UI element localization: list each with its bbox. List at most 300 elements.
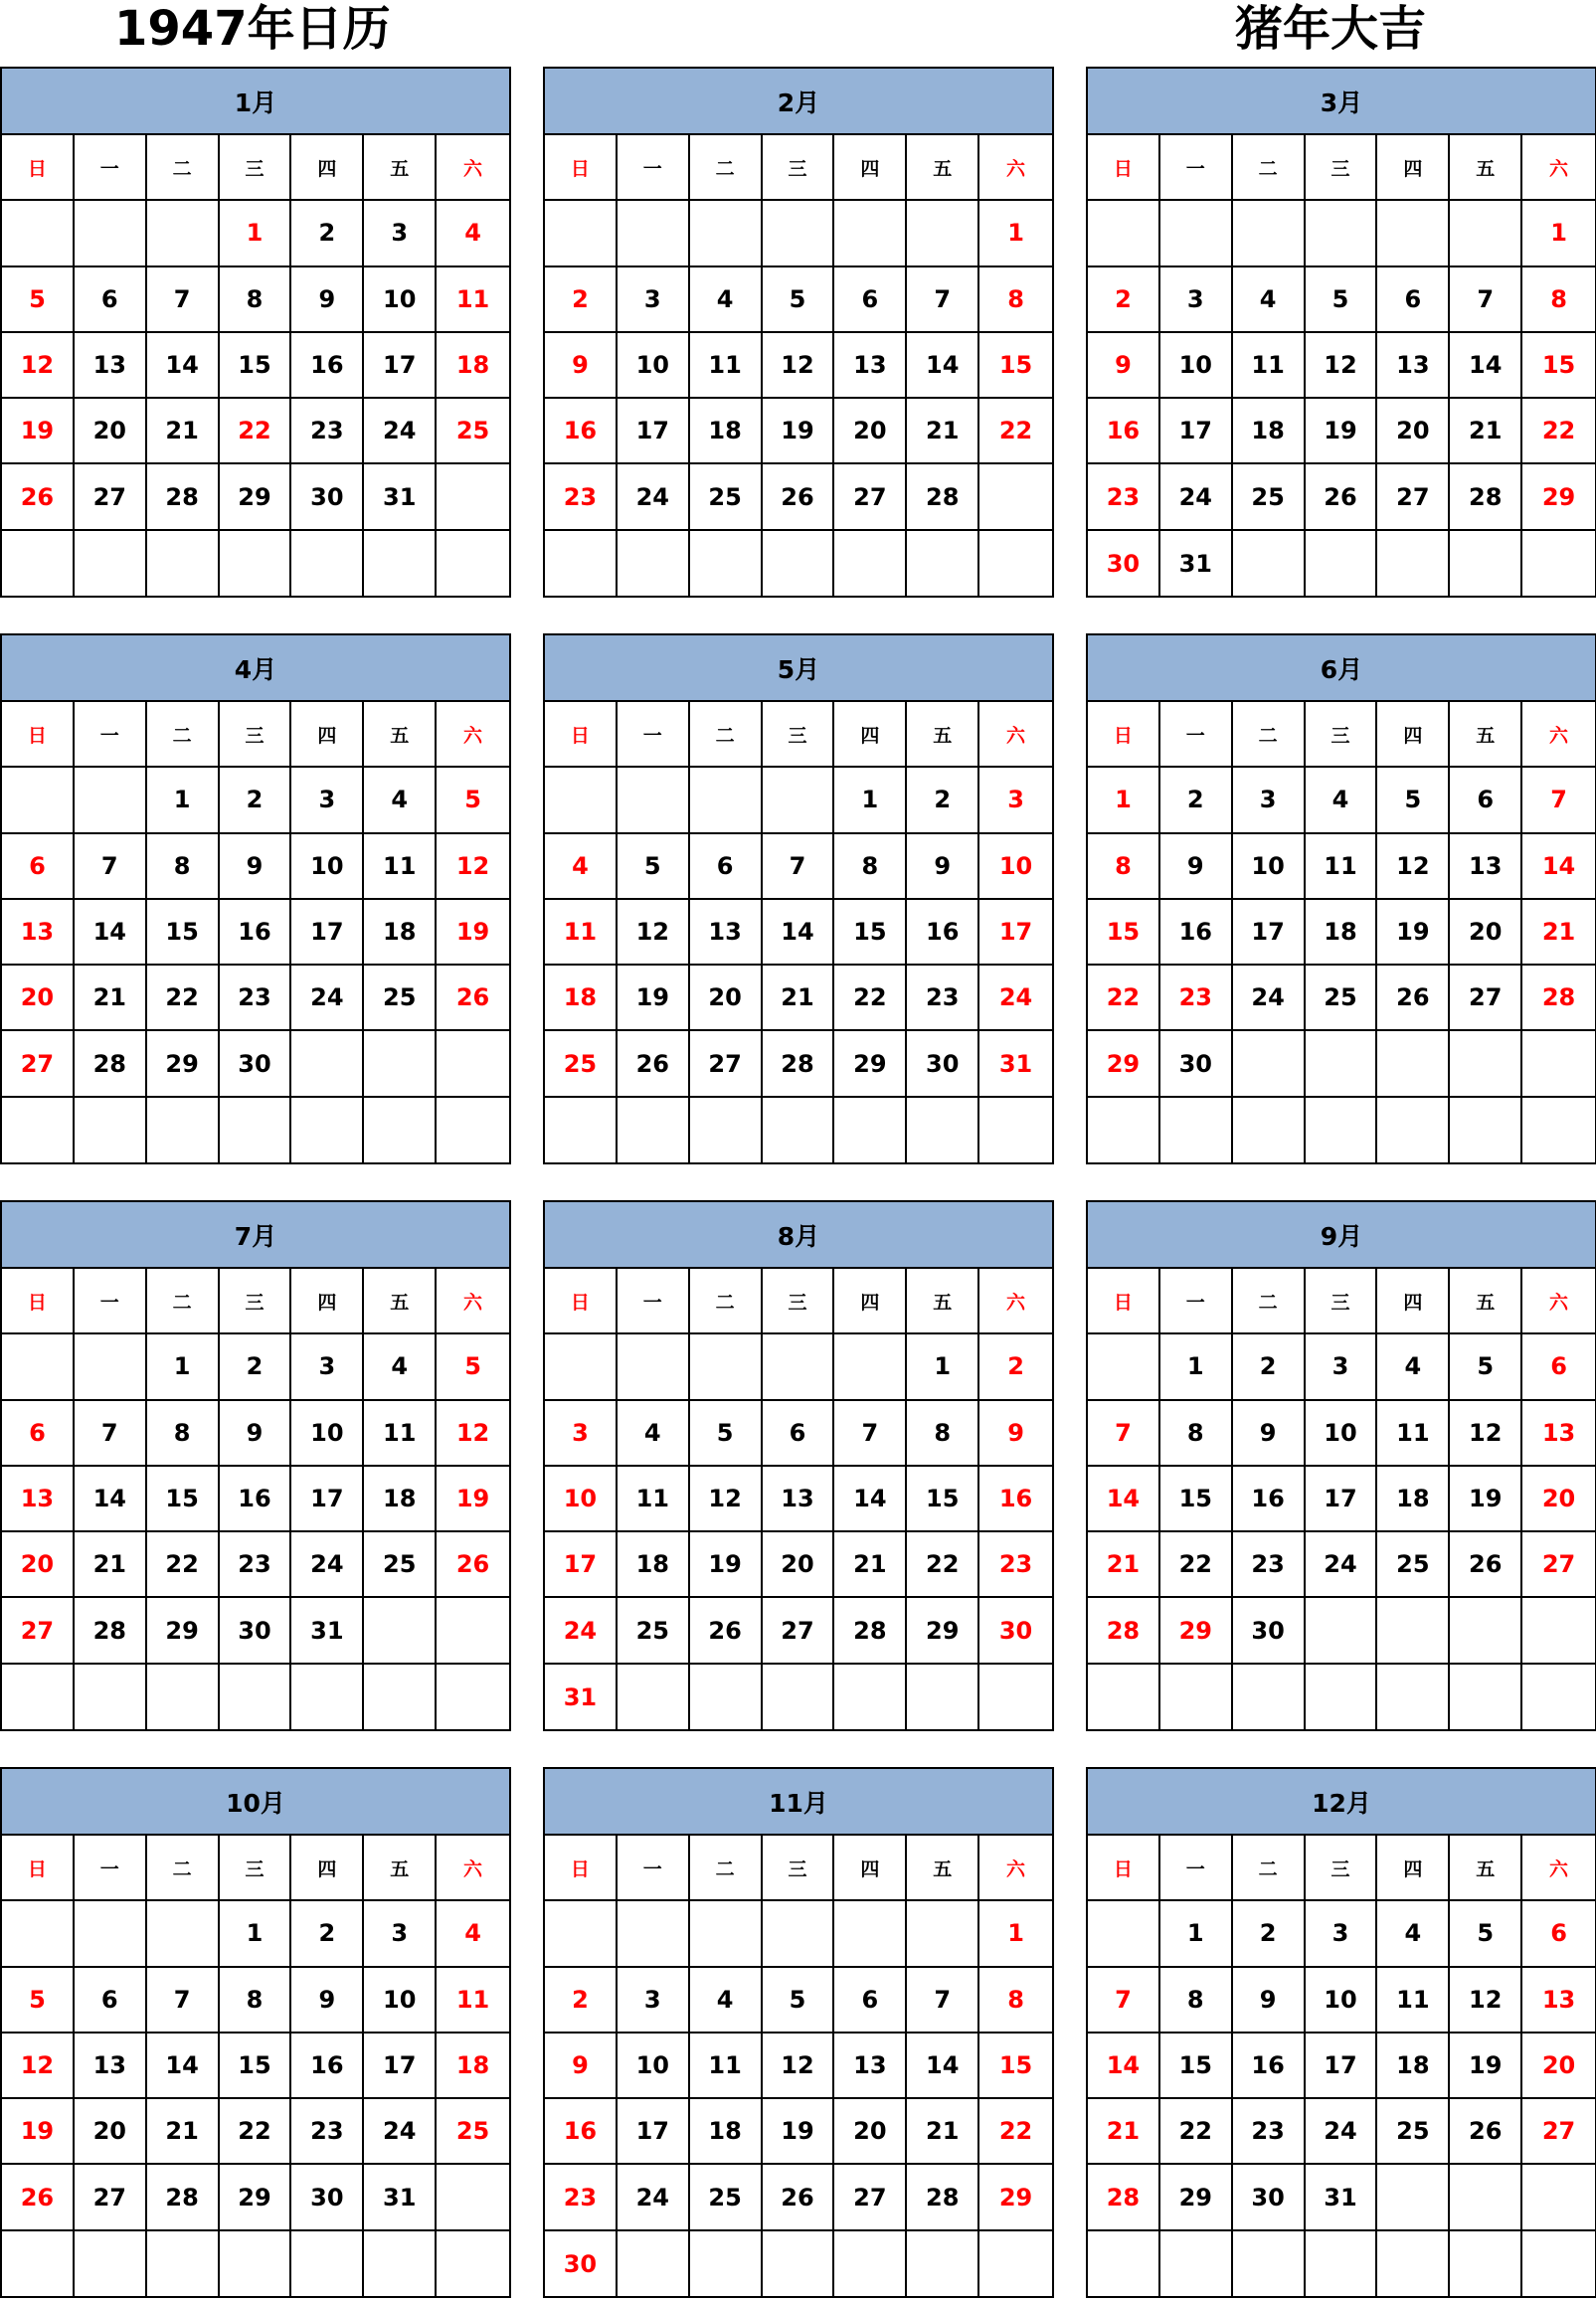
day-cell: 17 (291, 900, 364, 966)
empty-day-cell (763, 1665, 835, 1730)
empty-day-cell (1306, 2231, 1378, 2297)
day-cell: 26 (618, 1031, 690, 1097)
day-cell: 30 (1233, 1598, 1306, 1664)
empty-day-cell (364, 531, 437, 597)
day-cell: 29 (147, 1031, 220, 1097)
day-cell: 29 (834, 1031, 907, 1097)
weekday-label: 二 (147, 135, 220, 201)
day-cell: 5 (1450, 1901, 1522, 1967)
day-cell: 23 (291, 2099, 364, 2165)
day-cell: 19 (763, 2099, 835, 2165)
empty-day-cell (437, 2231, 509, 2297)
day-cell: 9 (1088, 333, 1160, 399)
day-cell: 5 (618, 834, 690, 900)
day-cell: 23 (979, 1532, 1052, 1598)
day-cell: 9 (545, 333, 618, 399)
day-cell: 21 (147, 399, 220, 464)
day-cell: 16 (291, 333, 364, 399)
empty-day-cell (1377, 1598, 1450, 1664)
day-cell: 3 (1306, 1901, 1378, 1967)
weekday-label: 二 (147, 702, 220, 768)
empty-day-cell (1233, 1031, 1306, 1097)
empty-day-cell (690, 1665, 763, 1730)
day-cell: 9 (1160, 834, 1233, 900)
day-cell: 27 (1522, 1532, 1595, 1598)
empty-day-cell (147, 1098, 220, 1163)
day-cell: 22 (1522, 399, 1595, 464)
day-cell: 30 (1088, 531, 1160, 597)
day-cell: 17 (545, 1532, 618, 1598)
day-cell: 4 (1377, 1334, 1450, 1400)
day-cell: 28 (1450, 464, 1522, 530)
day-cell: 17 (364, 333, 437, 399)
day-cell: 6 (834, 267, 907, 333)
day-cell: 20 (834, 399, 907, 464)
day-cell: 28 (75, 1598, 147, 1664)
month-block (1086, 1200, 1596, 1731)
month-block (543, 633, 1054, 1164)
day-cell: 19 (1450, 1467, 1522, 1532)
day-cell: 10 (291, 834, 364, 900)
month-header: 12月 (1088, 1769, 1595, 1836)
day-cell: 4 (690, 267, 763, 333)
weekday-label: 一 (1160, 1836, 1233, 1901)
day-cell: 25 (437, 2099, 509, 2165)
day-cell: 11 (618, 1467, 690, 1532)
weekday-label: 一 (618, 702, 690, 768)
weekday-label: 六 (979, 1836, 1052, 1901)
day-cell: 27 (763, 1598, 835, 1664)
empty-day-cell (1522, 2231, 1595, 2297)
month-header: 11月 (545, 1769, 1052, 1836)
month-block (0, 1200, 511, 1731)
day-cell: 17 (1306, 1467, 1378, 1532)
day-cell: 15 (907, 1467, 979, 1532)
empty-day-cell (979, 1098, 1052, 1163)
empty-day-cell (1088, 1665, 1160, 1730)
month-header: 2月 (545, 69, 1052, 135)
day-cell: 1 (979, 1901, 1052, 1967)
weekday-label: 四 (834, 135, 907, 201)
day-cell: 13 (690, 900, 763, 966)
day-cell: 22 (220, 2099, 292, 2165)
empty-day-cell (364, 1031, 437, 1097)
weekday-label: 三 (763, 1836, 835, 1901)
month-block (543, 67, 1054, 598)
day-cell: 27 (690, 1031, 763, 1097)
day-cell: 18 (1233, 399, 1306, 464)
day-cell: 19 (437, 900, 509, 966)
weekday-label: 一 (75, 1836, 147, 1901)
weekday-label: 一 (75, 135, 147, 201)
weekday-label: 二 (147, 1836, 220, 1901)
month-block (0, 1767, 511, 2298)
day-cell: 23 (291, 399, 364, 464)
weekday-label: 五 (364, 135, 437, 201)
day-cell: 24 (1306, 2099, 1378, 2165)
day-cell: 14 (763, 900, 835, 966)
day-cell: 20 (75, 399, 147, 464)
day-cell: 8 (979, 1968, 1052, 2034)
day-cell: 3 (545, 1401, 618, 1467)
empty-day-cell (545, 531, 618, 597)
day-cell: 12 (763, 333, 835, 399)
day-cell: 26 (437, 1532, 509, 1598)
day-cell: 26 (437, 966, 509, 1031)
day-cell: 15 (220, 2034, 292, 2099)
day-cell: 1 (147, 1334, 220, 1400)
empty-day-cell (907, 1665, 979, 1730)
day-cell: 13 (763, 1467, 835, 1532)
empty-day-cell (690, 1334, 763, 1400)
day-cell: 7 (834, 1401, 907, 1467)
day-cell: 12 (2, 333, 75, 399)
day-cell: 6 (1450, 768, 1522, 833)
weekday-label: 四 (291, 1836, 364, 1901)
day-cell: 30 (907, 1031, 979, 1097)
day-cell: 18 (1377, 2034, 1450, 2099)
empty-day-cell (1522, 1098, 1595, 1163)
day-cell: 26 (763, 2165, 835, 2230)
day-cell: 8 (834, 834, 907, 900)
weekday-label: 二 (1233, 135, 1306, 201)
empty-day-cell (545, 1098, 618, 1163)
day-cell: 19 (1306, 399, 1378, 464)
empty-day-cell (545, 1901, 618, 1967)
empty-day-cell (763, 1901, 835, 1967)
day-cell: 1 (1522, 201, 1595, 266)
weekday-label: 六 (437, 135, 509, 201)
weekday-label: 日 (545, 702, 618, 768)
empty-day-cell (1522, 1665, 1595, 1730)
day-cell: 16 (979, 1467, 1052, 1532)
day-cell: 1 (979, 201, 1052, 266)
weekday-label: 六 (1522, 1836, 1595, 1901)
day-cell: 7 (1450, 267, 1522, 333)
empty-day-cell (1233, 1665, 1306, 1730)
day-cell: 25 (545, 1031, 618, 1097)
empty-day-cell (1233, 201, 1306, 266)
weekday-label: 五 (364, 702, 437, 768)
day-cell: 4 (690, 1968, 763, 2034)
month-block (1086, 67, 1596, 598)
empty-day-cell (618, 531, 690, 597)
weekday-label: 日 (545, 1836, 618, 1901)
empty-day-cell (763, 768, 835, 833)
empty-day-cell (763, 1334, 835, 1400)
day-cell: 6 (1522, 1334, 1595, 1400)
day-cell: 9 (1233, 1968, 1306, 2034)
empty-day-cell (834, 1665, 907, 1730)
day-cell: 25 (690, 2165, 763, 2230)
day-cell: 17 (291, 1467, 364, 1532)
day-cell: 11 (690, 2034, 763, 2099)
day-cell: 3 (618, 267, 690, 333)
day-cell: 1 (834, 768, 907, 833)
day-cell: 6 (2, 834, 75, 900)
weekday-label: 日 (1088, 1836, 1160, 1901)
weekday-label: 四 (291, 1269, 364, 1334)
weekday-label: 三 (1306, 135, 1378, 201)
day-cell: 1 (147, 768, 220, 833)
day-cell: 31 (291, 1598, 364, 1664)
day-cell: 26 (2, 464, 75, 530)
day-cell: 4 (1377, 1901, 1450, 1967)
empty-day-cell (1233, 2231, 1306, 2297)
day-cell: 24 (545, 1598, 618, 1664)
empty-day-cell (437, 1665, 509, 1730)
empty-day-cell (1160, 2231, 1233, 2297)
weekday-label: 六 (437, 1836, 509, 1901)
empty-day-cell (1088, 201, 1160, 266)
empty-day-cell (1450, 1031, 1522, 1097)
empty-day-cell (979, 1665, 1052, 1730)
empty-day-cell (834, 1098, 907, 1163)
day-cell: 11 (1377, 1968, 1450, 2034)
day-cell: 17 (1160, 399, 1233, 464)
empty-day-cell (979, 464, 1052, 530)
day-cell: 21 (763, 966, 835, 1031)
weekday-label: 四 (834, 702, 907, 768)
weekday-label: 六 (437, 1269, 509, 1334)
day-cell: 31 (364, 2165, 437, 2230)
empty-day-cell (1377, 2165, 1450, 2230)
day-cell: 2 (907, 768, 979, 833)
empty-day-cell (1306, 201, 1378, 266)
day-cell: 16 (220, 1467, 292, 1532)
day-cell: 25 (437, 399, 509, 464)
weekday-label: 日 (545, 135, 618, 201)
day-cell: 30 (220, 1031, 292, 1097)
day-cell: 4 (1233, 267, 1306, 333)
empty-day-cell (75, 768, 147, 833)
day-cell: 30 (1160, 1031, 1233, 1097)
day-cell: 17 (979, 900, 1052, 966)
day-cell: 18 (618, 1532, 690, 1598)
day-cell: 14 (75, 900, 147, 966)
month-header: 8月 (545, 1202, 1052, 1269)
day-cell: 22 (220, 399, 292, 464)
month-grid (545, 135, 1052, 597)
empty-day-cell (1233, 1098, 1306, 1163)
day-cell: 15 (1160, 1467, 1233, 1532)
day-cell: 20 (690, 966, 763, 1031)
weekday-label: 三 (1306, 1836, 1378, 1901)
day-cell: 13 (1522, 1401, 1595, 1467)
empty-day-cell (291, 1098, 364, 1163)
empty-day-cell (2, 2231, 75, 2297)
day-cell: 20 (75, 2099, 147, 2165)
empty-day-cell (907, 1098, 979, 1163)
day-cell: 16 (545, 2099, 618, 2165)
day-cell: 7 (1088, 1401, 1160, 1467)
empty-day-cell (618, 1334, 690, 1400)
day-cell: 27 (2, 1598, 75, 1664)
empty-day-cell (1377, 2231, 1450, 2297)
day-cell: 8 (147, 1401, 220, 1467)
weekday-label: 日 (1088, 702, 1160, 768)
empty-day-cell (834, 1334, 907, 1400)
day-cell: 7 (147, 1968, 220, 2034)
empty-day-cell (690, 201, 763, 266)
empty-day-cell (1088, 2231, 1160, 2297)
empty-day-cell (364, 1098, 437, 1163)
empty-day-cell (763, 531, 835, 597)
day-cell: 10 (291, 1401, 364, 1467)
day-cell: 19 (2, 2099, 75, 2165)
empty-day-cell (907, 201, 979, 266)
day-cell: 1 (1160, 1901, 1233, 1967)
empty-day-cell (75, 1098, 147, 1163)
empty-day-cell (979, 531, 1052, 597)
empty-day-cell (1160, 1098, 1233, 1163)
day-cell: 29 (147, 1598, 220, 1664)
day-cell: 31 (979, 1031, 1052, 1097)
day-cell: 7 (1522, 768, 1595, 833)
day-cell: 2 (220, 768, 292, 833)
day-cell: 14 (907, 333, 979, 399)
empty-day-cell (834, 1901, 907, 1967)
weekday-label: 五 (364, 1836, 437, 1901)
weekday-label: 一 (75, 1269, 147, 1334)
day-cell: 3 (291, 768, 364, 833)
day-cell: 28 (907, 464, 979, 530)
day-cell: 9 (979, 1401, 1052, 1467)
day-cell: 9 (291, 267, 364, 333)
empty-day-cell (690, 2231, 763, 2297)
day-cell: 5 (763, 267, 835, 333)
day-cell: 18 (1306, 900, 1378, 966)
day-cell: 11 (364, 834, 437, 900)
day-cell: 28 (907, 2165, 979, 2230)
day-cell: 14 (147, 2034, 220, 2099)
day-cell: 23 (1233, 1532, 1306, 1598)
day-cell: 25 (618, 1598, 690, 1664)
day-cell: 6 (75, 267, 147, 333)
day-cell: 10 (979, 834, 1052, 900)
weekday-label: 三 (1306, 702, 1378, 768)
empty-day-cell (1160, 1665, 1233, 1730)
day-cell: 23 (220, 1532, 292, 1598)
day-cell: 30 (291, 464, 364, 530)
day-cell: 5 (437, 768, 509, 833)
empty-day-cell (834, 201, 907, 266)
day-cell: 4 (437, 1901, 509, 1967)
weekday-label: 日 (2, 702, 75, 768)
day-cell: 19 (437, 1467, 509, 1532)
day-cell: 22 (1160, 2099, 1233, 2165)
greeting-title: 猪年大吉 (1235, 1, 1427, 57)
day-cell: 10 (1233, 834, 1306, 900)
weekday-label: 四 (1377, 1269, 1450, 1334)
day-cell: 20 (763, 1532, 835, 1598)
empty-day-cell (1306, 1665, 1378, 1730)
day-cell: 3 (364, 201, 437, 266)
month-grid (1088, 1836, 1595, 2297)
empty-day-cell (1306, 531, 1378, 597)
day-cell: 31 (545, 1665, 618, 1730)
day-cell: 21 (907, 399, 979, 464)
day-cell: 13 (2, 900, 75, 966)
day-cell: 17 (1306, 2034, 1378, 2099)
day-cell: 24 (1160, 464, 1233, 530)
day-cell: 7 (75, 834, 147, 900)
month-block (543, 1767, 1054, 2298)
day-cell: 21 (1088, 1532, 1160, 1598)
empty-day-cell (1450, 1098, 1522, 1163)
day-cell: 11 (1377, 1401, 1450, 1467)
day-cell: 14 (1450, 333, 1522, 399)
day-cell: 3 (1233, 768, 1306, 833)
day-cell: 26 (1306, 464, 1378, 530)
day-cell: 27 (75, 464, 147, 530)
day-cell: 16 (545, 399, 618, 464)
day-cell: 24 (291, 966, 364, 1031)
day-cell: 10 (1160, 333, 1233, 399)
empty-day-cell (1377, 1098, 1450, 1163)
empty-day-cell (291, 1665, 364, 1730)
day-cell: 7 (907, 267, 979, 333)
empty-day-cell (364, 1665, 437, 1730)
month-grid (1088, 1269, 1595, 1730)
day-cell: 18 (437, 2034, 509, 2099)
day-cell: 9 (1233, 1401, 1306, 1467)
weekday-label: 三 (763, 135, 835, 201)
day-cell: 24 (291, 1532, 364, 1598)
day-cell: 12 (1377, 834, 1450, 900)
day-cell: 24 (979, 966, 1052, 1031)
day-cell: 10 (364, 267, 437, 333)
empty-day-cell (437, 464, 509, 530)
day-cell: 6 (75, 1968, 147, 2034)
day-cell: 2 (291, 201, 364, 266)
day-cell: 30 (291, 2165, 364, 2230)
day-cell: 2 (1233, 1334, 1306, 1400)
weekday-label: 三 (220, 135, 292, 201)
day-cell: 22 (979, 399, 1052, 464)
day-cell: 20 (2, 1532, 75, 1598)
empty-day-cell (1450, 2165, 1522, 2230)
day-cell: 3 (291, 1334, 364, 1400)
day-cell: 26 (1450, 2099, 1522, 2165)
day-cell: 25 (1377, 1532, 1450, 1598)
day-cell: 1 (1160, 1334, 1233, 1400)
day-cell: 11 (437, 267, 509, 333)
day-cell: 28 (75, 1031, 147, 1097)
weekday-label: 日 (2, 1836, 75, 1901)
empty-day-cell (220, 1098, 292, 1163)
empty-day-cell (763, 1098, 835, 1163)
empty-day-cell (834, 2231, 907, 2297)
day-cell: 20 (2, 966, 75, 1031)
day-cell: 11 (1233, 333, 1306, 399)
day-cell: 13 (1522, 1968, 1595, 2034)
weekday-label: 一 (1160, 1269, 1233, 1334)
weekday-label: 二 (690, 702, 763, 768)
day-cell: 1 (1088, 768, 1160, 833)
empty-day-cell (2, 1098, 75, 1163)
weekday-label: 五 (1450, 702, 1522, 768)
day-cell: 15 (220, 333, 292, 399)
day-cell: 29 (1160, 2165, 1233, 2230)
weekday-label: 六 (979, 1269, 1052, 1334)
weekday-label: 六 (437, 702, 509, 768)
empty-day-cell (437, 1598, 509, 1664)
day-cell: 10 (618, 333, 690, 399)
empty-day-cell (1450, 2231, 1522, 2297)
day-cell: 18 (1377, 1467, 1450, 1532)
day-cell: 14 (75, 1467, 147, 1532)
